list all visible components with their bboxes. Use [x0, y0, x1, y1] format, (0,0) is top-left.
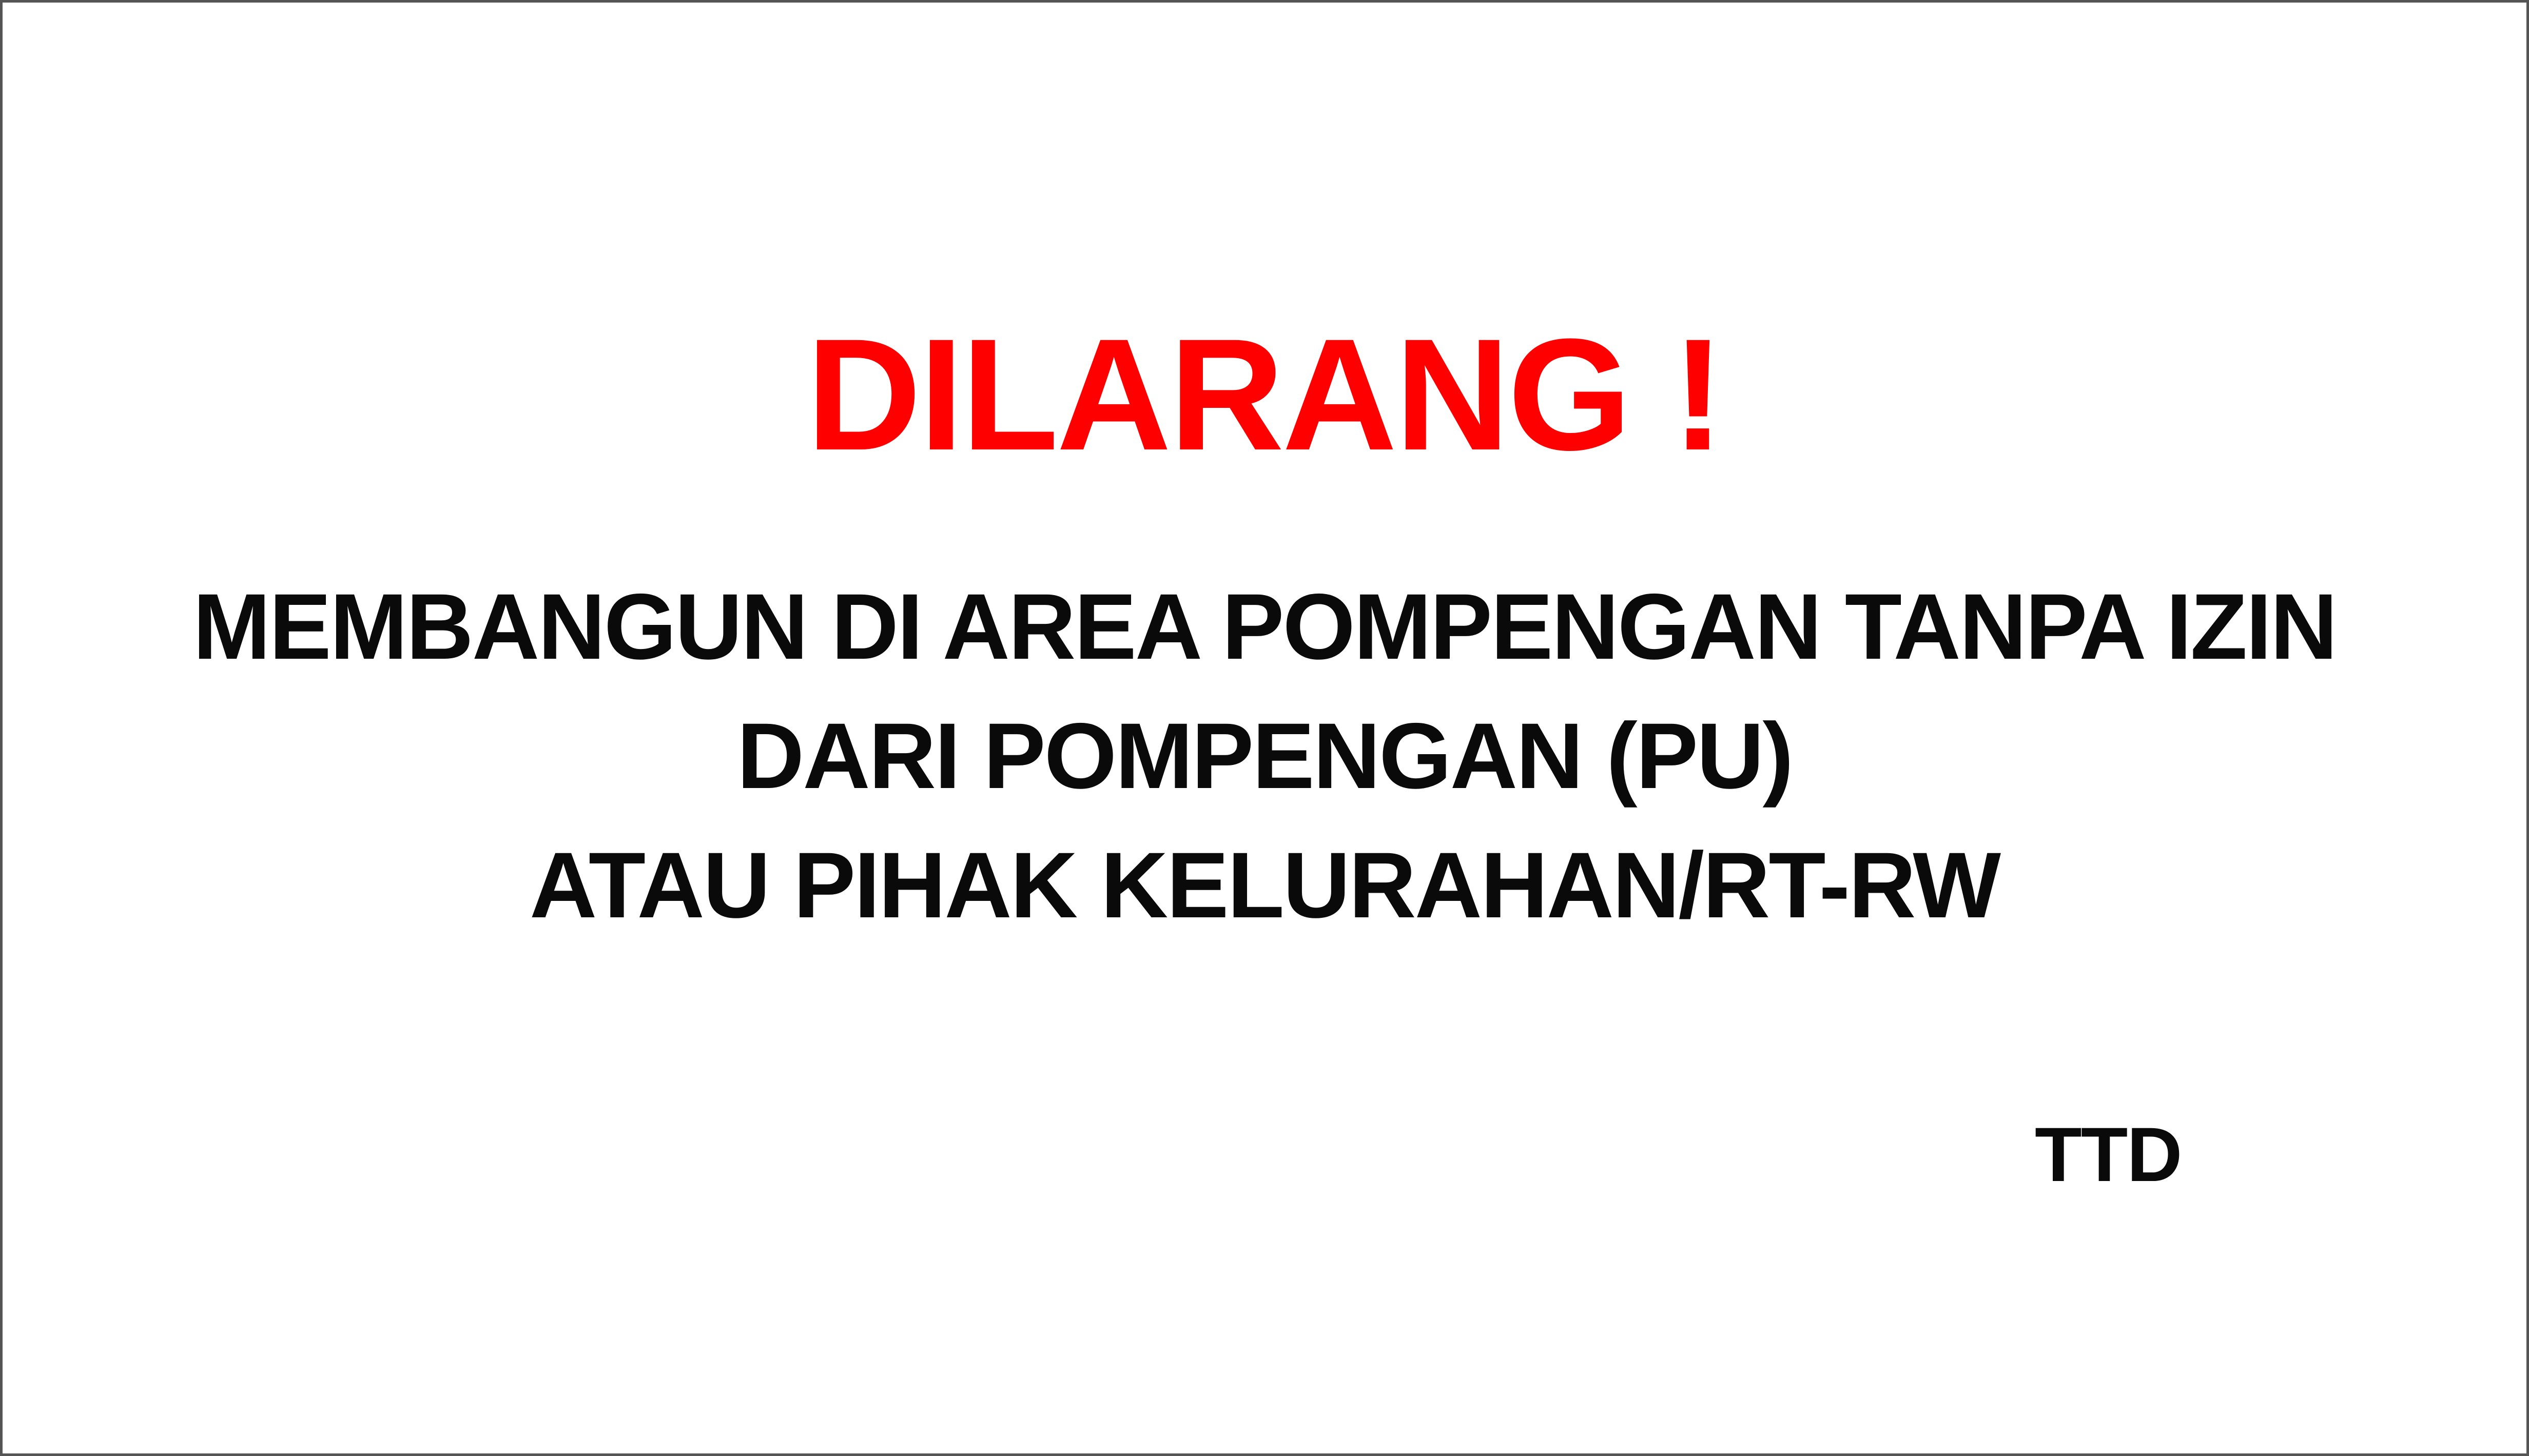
sign-text-line-1: MEMBANGUN DI AREA POMPENGAN TANPA IZIN — [192, 574, 2337, 679]
sign-text-line-2: DARI POMPENGAN (PU) — [736, 703, 1793, 808]
sign-heading: DILARANG ! — [806, 305, 1723, 483]
signature-label: TTD — [2035, 1111, 2182, 1197]
sign-text-line-3: ATAU PIHAK KELURAHAN/RT-RW — [529, 833, 2000, 937]
